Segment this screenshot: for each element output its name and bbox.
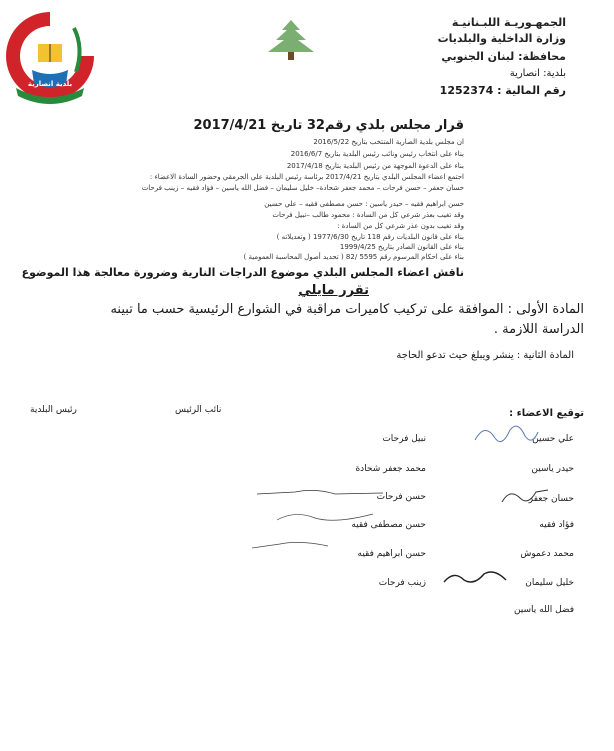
member-name: حيدر ياسين [531, 464, 574, 474]
preamble-line: بناء على القانون الصادر بتاريخ 1999/4/25 [339, 243, 464, 251]
signature-mark [470, 420, 540, 450]
preamble-line: اجتمع اعضاء المجلس البلدي بتاريخ 2017/4/21 برئاسة رئيس البلدية علي الجرمقي وحضور السادة الاعضاء : [149, 173, 464, 181]
municipality-logo [2, 8, 98, 104]
article-one: المادة الأولى : الموافقة على تركيب كاميرات مراقبة في الشوارع الرئيسية حسب ما تبينه [110, 302, 584, 317]
member-name: نبيل فرحات [382, 434, 426, 444]
preamble-line: حسن ابراهيم فقيه – حيدر ياسين : حسن مصطفى فقيه – علي حسين [264, 200, 464, 208]
signature-mark [500, 484, 550, 508]
president-label: رئيس البلدية [30, 405, 77, 415]
preamble-line: بناء على الدعوة الموجهة من رئيس البلدية بتاريخ 2017/4/18 [286, 162, 464, 170]
decision-title: قرار مجلس بلدي رقم32 تاريخ 2017/4/21 [193, 118, 464, 133]
signature-mark [440, 566, 510, 588]
preamble-line: بناء على قانون البلديات رقم 118 تاريخ 1977/6/30 ( وتعديلاته ) [276, 233, 464, 241]
members-label: توقيع الاعضاء : [509, 408, 584, 419]
member-name: محمد دعموش [520, 549, 574, 559]
decided-title: تقرر مايلي [298, 283, 369, 298]
header-ministry: وزارة الداخلية والبلديات [437, 32, 566, 45]
member-name: حسن مصطفى فقيه [351, 520, 426, 530]
preamble-line: بناء على احكام المرسوم رقم 5595 /82 ( تحديد أصول المحاسبة العمومية ) [243, 253, 464, 261]
header-governorate: محافظة: لبنان الجنوبي [441, 50, 566, 63]
cedar-emblem [262, 18, 320, 62]
member-name: محمد جعفر شحادة [355, 464, 426, 474]
member-name: حسن ابراهيم فقيه [357, 549, 426, 559]
member-name: خليل سليمان [525, 578, 574, 588]
header-municipality: بلدية: انصارية [509, 68, 566, 79]
member-name: علي حسين [532, 434, 574, 444]
discussion-text: ناقش اعضاء المجلس البلدي موضوع الدراجات النارية وضرورة معالجة هذا الموضوع [21, 266, 464, 279]
header-finance-no: رقم المالية : 1252374 [439, 84, 566, 97]
member-name: زينب فرحات [378, 578, 426, 588]
member-name: فؤاد فقيه [539, 520, 574, 530]
member-name: حسان جعفر [528, 494, 574, 504]
preamble-line: ان مجلس بلدية الصارية المنتخب بتاريخ 2016/5/22 [313, 138, 464, 146]
preamble-line: بناء على انتخاب رئيس ونائب رئيس البلدية بتاريخ 2016/6/7 [290, 150, 464, 158]
signature-mark [255, 484, 385, 502]
article-two: المادة الثانية : ينشر ويبلغ حيث تدعو الحاجة [396, 350, 574, 361]
signature-mark [275, 508, 375, 526]
article-one-cont: الدراسة اللازمة . [493, 322, 584, 337]
preamble-line: حسان جعفر – حسن فرحات – محمد جعفر شحادة– خليل سليمان – فضل الله ياسين – فؤاد فقيه – زينب فرحات [141, 184, 464, 192]
header-republic: الجمهـوريـة اللبـنانيـة [451, 16, 566, 29]
member-name: فضل الله ياسين [513, 605, 574, 615]
member-name: حسن فرحات [376, 492, 426, 502]
signature-mark [250, 536, 330, 554]
vice-label: نائب الرئيس [175, 405, 222, 415]
preamble-line: وقد تغيب بدون عذر شرعي كل من السادة : [337, 222, 464, 230]
logo-text: بلدية انصارية [27, 80, 73, 88]
preamble-line: وقد تغيب بعذر شرعي كل من السادة : محمود طالب –نبيل فرحات [272, 211, 464, 219]
